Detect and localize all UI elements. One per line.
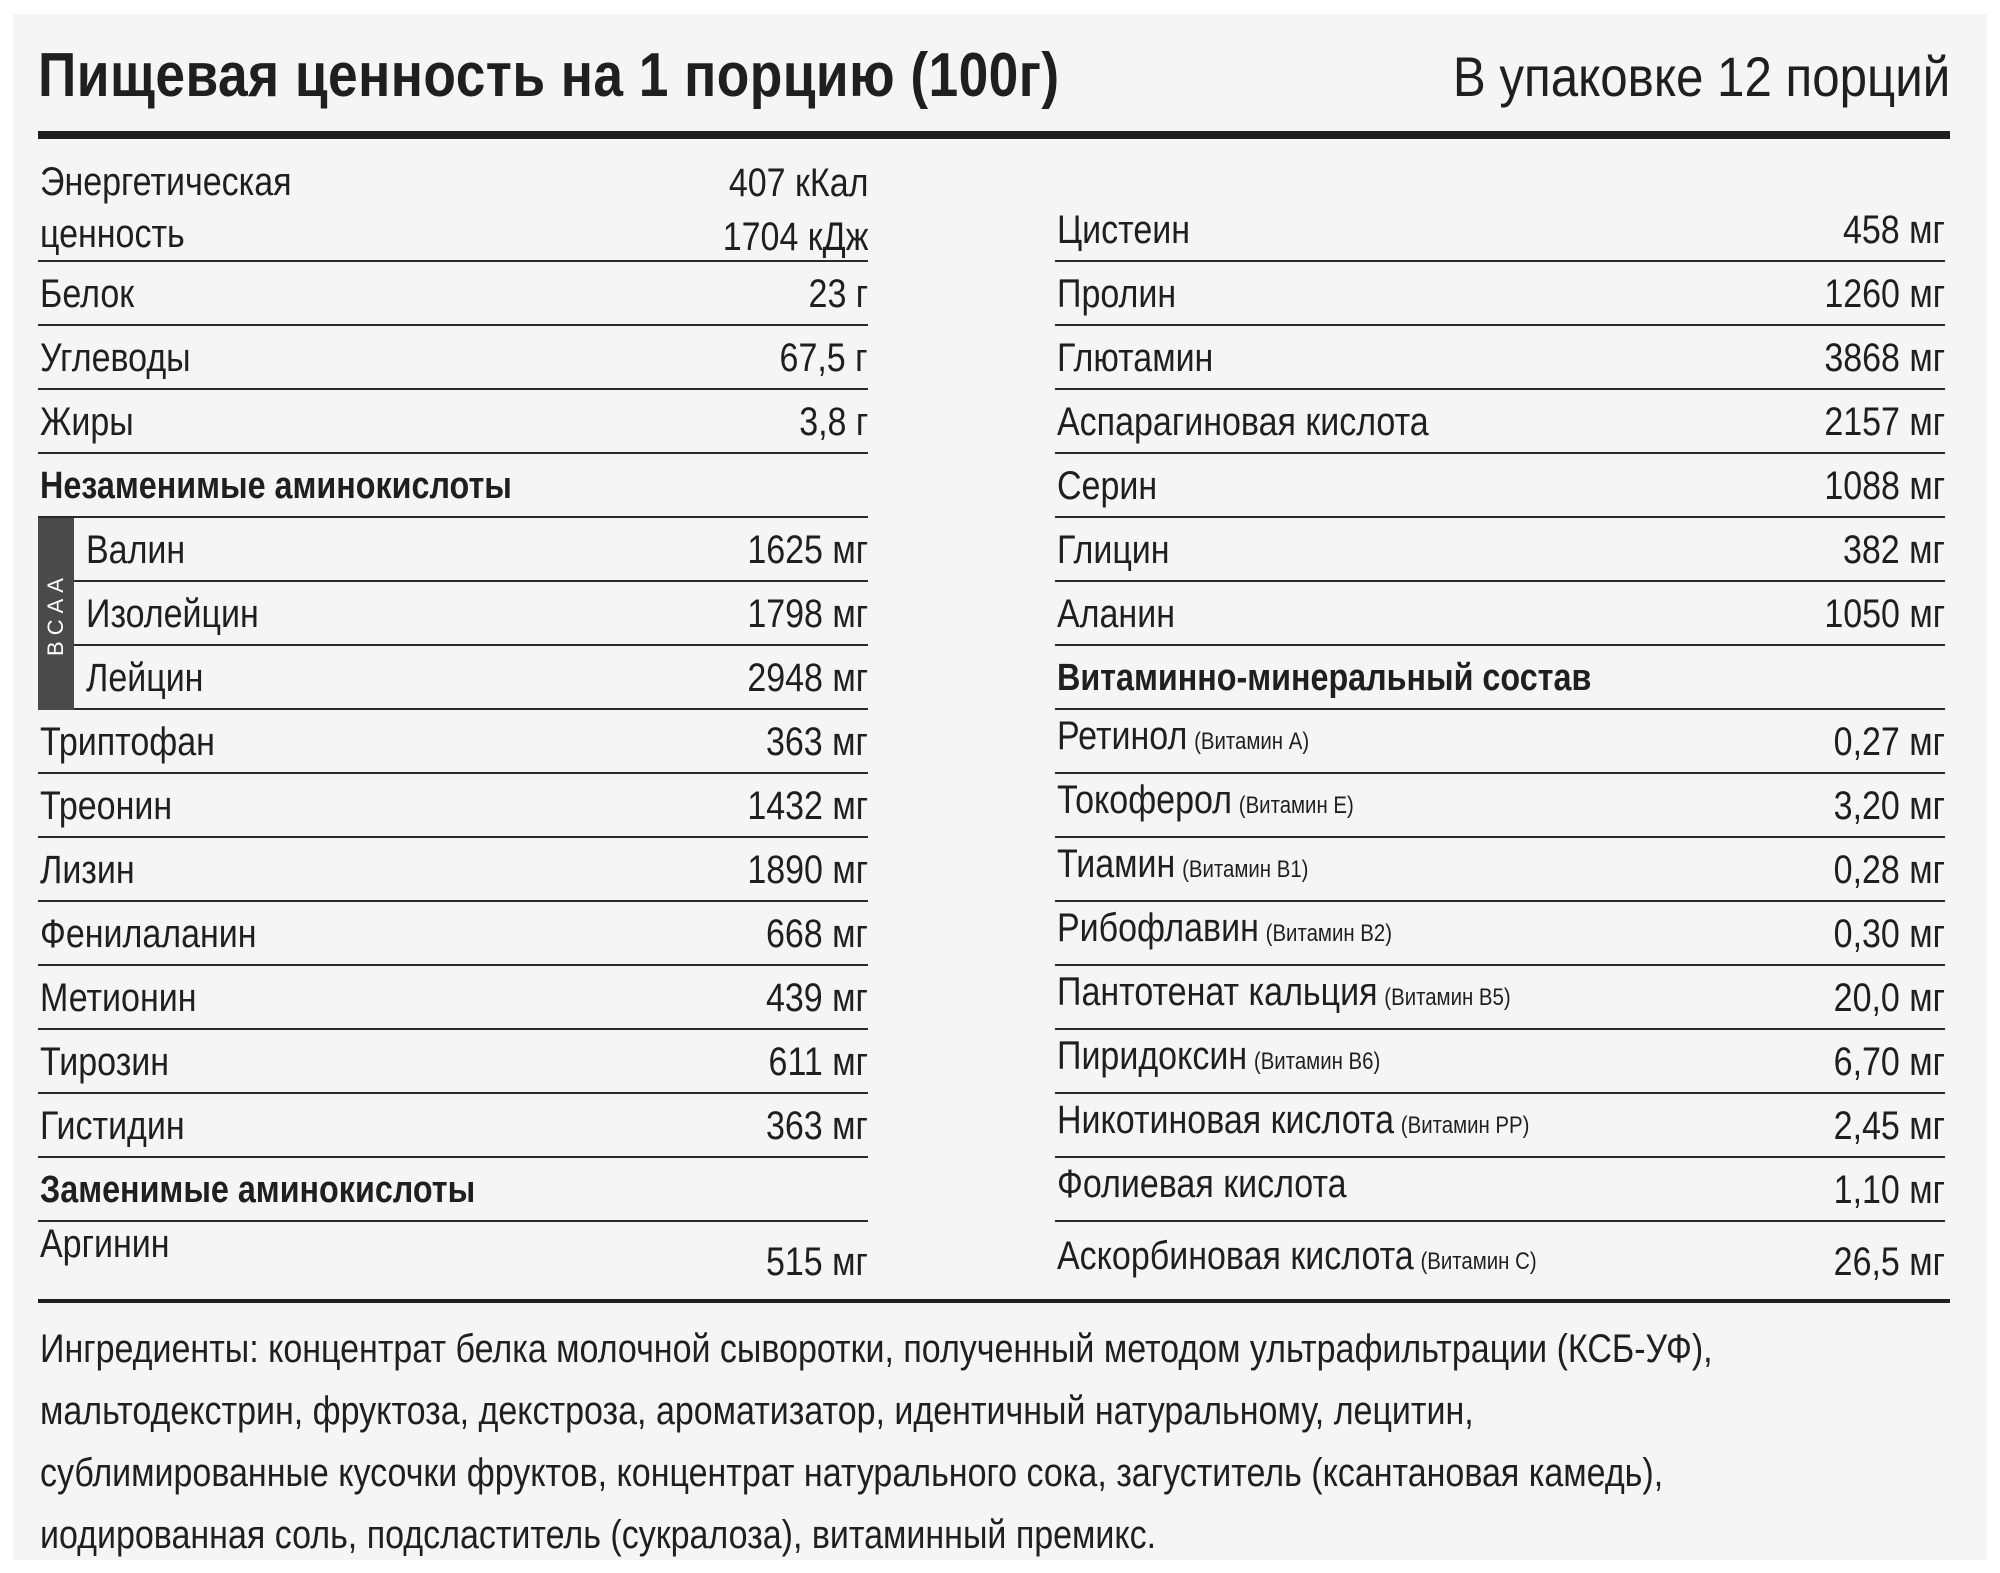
nutrient-value: 23 г	[808, 272, 868, 316]
nutrient-name: Лейцин	[86, 656, 204, 700]
vitamin-label: Ретинол	[1057, 714, 1188, 758]
vitamin-row-pantothenate	[1055, 966, 1945, 1030]
vitamin-row-folic-acid	[1055, 1158, 1945, 1222]
nutrient-name: Лизин	[40, 848, 135, 892]
vitamin-note: (Витамин Е)	[1238, 792, 1354, 819]
vitamin-label: Токоферол	[1057, 778, 1232, 822]
amino-row-tyrosine	[38, 1030, 868, 1094]
vitamin-name	[1057, 970, 1511, 1020]
nutrient-name: Серин	[1057, 464, 1158, 508]
vitamin-value: 0,30 мг	[1833, 912, 1945, 956]
nutrient-value: 382 мг	[1843, 528, 1945, 572]
energy-label-line-2: ценность	[40, 212, 185, 256]
nutrient-row-protein	[38, 262, 868, 326]
nutrient-value: 1625 мг	[747, 528, 868, 572]
energy-label-line-1: Энергетическая	[40, 160, 292, 204]
label-header	[38, 40, 1950, 110]
nutrient-name: Аланин	[1057, 592, 1175, 636]
vitamin-note: (Витамин В5)	[1384, 984, 1511, 1011]
nutrient-row-carbs	[38, 326, 868, 390]
nutrient-name: Белок	[40, 272, 135, 316]
vitamin-row-riboflavin	[1055, 902, 1945, 966]
nutrient-value: 67,5 г	[779, 336, 868, 380]
nutrient-name: Пролин	[1057, 272, 1177, 316]
vitamin-label: Пиридоксин	[1057, 1034, 1248, 1078]
amino-row-methionine	[38, 966, 868, 1030]
amino-row-glutamine	[1055, 326, 1945, 390]
vitamin-name	[1057, 1098, 1529, 1148]
vitamin-value: 0,28 мг	[1833, 848, 1945, 892]
energy-kj: 1704 кДж	[722, 215, 868, 259]
bcaa-row-isoleucine	[74, 582, 868, 646]
vitamin-note: (Витамин РР)	[1400, 1112, 1530, 1139]
vitamin-row-pyridoxine	[1055, 1030, 1945, 1094]
amino-row-serine	[1055, 454, 1945, 518]
vitamin-note: (Витамин В1)	[1182, 856, 1309, 883]
vitamin-heading-row	[1055, 646, 1945, 710]
vitamin-row-retinol	[1055, 710, 1945, 774]
vitamin-row-tocopherol	[1055, 774, 1945, 838]
essential-amino-heading: Незаменимые аминокислоты	[40, 465, 512, 507]
vitamin-name	[1057, 842, 1308, 892]
nonessential-amino-heading: Заменимые аминокислоты	[40, 1169, 476, 1211]
nutrient-name: Тирозин	[40, 1040, 170, 1084]
vitamin-label: Никотиновая кислота	[1057, 1098, 1395, 1142]
nutrient-value: 668 мг	[766, 912, 868, 956]
nutrition-title: Пищевая ценность на 1 порцию (100г)	[38, 41, 1060, 110]
nutrient-name: Фенилаланин	[40, 912, 257, 956]
vitamin-value: 1,10 мг	[1833, 1168, 1945, 1212]
nutrient-value: 515 мг	[766, 1240, 868, 1284]
vitamin-label: Рибофлавин	[1057, 906, 1259, 950]
nutrient-value: 1798 мг	[747, 592, 868, 636]
vitamin-label: Фолиевая кислота	[1057, 1162, 1347, 1206]
vitamin-value: 6,70 мг	[1833, 1040, 1945, 1084]
amino-row-proline	[1055, 262, 1945, 326]
vitamin-name	[1057, 1034, 1380, 1084]
energy-kcal: 407 кКал	[728, 161, 868, 205]
nutrient-value: 1432 мг	[747, 784, 868, 828]
amino-row-phenylalanine	[38, 902, 868, 966]
nutrient-name: Изолейцин	[86, 592, 259, 636]
energy-row	[38, 142, 868, 262]
amino-row-tryptophan	[38, 710, 868, 774]
bcaa-row-valine	[74, 518, 868, 582]
nutrient-value: 458 мг	[1843, 208, 1945, 252]
nutrient-value: 363 мг	[766, 1104, 868, 1148]
nutrient-value: 3868 мг	[1824, 336, 1945, 380]
amino-row-threonine	[38, 774, 868, 838]
vitamin-note: (Витамин В6)	[1253, 1048, 1381, 1075]
nutrient-value: 1088 мг	[1824, 464, 1945, 508]
vitamin-note: (Витамин С)	[1420, 1248, 1537, 1275]
nutrient-name: Аспарагиновая кислота	[1057, 400, 1429, 444]
nutrient-value: 363 мг	[766, 720, 868, 764]
nutrient-name: Жиры	[40, 400, 134, 444]
amino-row-arginine	[38, 1222, 868, 1292]
amino-row-glycine	[1055, 518, 1945, 582]
vitamin-note: (Витамин В2)	[1265, 920, 1393, 947]
nutrient-row-fat	[38, 390, 868, 454]
nutrient-name: Валин	[86, 528, 186, 572]
vitamin-value: 0,27 мг	[1833, 720, 1945, 764]
vitamin-label: Пантотенат кальция	[1057, 970, 1378, 1014]
servings-per-package: В упаковке 12 порций	[1452, 45, 1950, 108]
vitamin-mineral-heading: Витаминно-минеральный состав	[1057, 657, 1592, 699]
bcaa-tag	[38, 518, 74, 710]
nutrient-value: 2948 мг	[747, 656, 868, 700]
vitamin-name	[1057, 906, 1392, 956]
vitamin-label: Аскорбиновая кислота	[1057, 1234, 1414, 1278]
vitamin-row-nicotinic-acid	[1055, 1094, 1945, 1158]
vitamin-label: Тиамин	[1057, 842, 1176, 886]
nutrient-name: Глицин	[1057, 528, 1170, 572]
vitamin-row-thiamine	[1055, 838, 1945, 902]
nutrient-name: Цистеин	[1057, 208, 1191, 252]
amino-row-histidine	[38, 1094, 868, 1158]
nutrient-name: Гистидин	[40, 1104, 185, 1148]
vitamin-name	[1057, 1234, 1537, 1284]
energy-values	[722, 156, 868, 264]
vitamin-value: 2,45 мг	[1833, 1104, 1945, 1148]
vitamin-value: 26,5 мг	[1833, 1240, 1945, 1284]
nutrient-name: Триптофан	[40, 720, 215, 764]
vitamin-value: 3,20 мг	[1833, 784, 1945, 828]
nutrient-name: Глютамин	[1057, 336, 1214, 380]
amino-row-lysine	[38, 838, 868, 902]
energy-label	[40, 156, 292, 260]
vitamin-name	[1057, 714, 1309, 764]
nutrient-value: 3,8 г	[798, 400, 868, 444]
bcaa-row-leucine	[74, 646, 868, 710]
nutrient-name: Метионин	[40, 976, 197, 1020]
nutrient-value: 2157 мг	[1824, 400, 1945, 444]
vitamin-row-ascorbic-acid	[1055, 1222, 1945, 1292]
nutrient-value: 611 мг	[768, 1040, 868, 1084]
ingredients-text: Ингредиенты: концентрат белка молочной сыворотки, полученный методом ультрафильтрации (КСБ-УФ), мальтодекстрин, фруктоза, декстроза, ароматизатор, идентичный натуральному, лецитин, сублимированные кусочки фруктов, концентрат натурального сока, загуститель (ксантановая камедь), иодированная соль, подсластитель (сукралоза), витаминный премикс.	[40, 1327, 1713, 1557]
nutrient-name: Треонин	[40, 784, 173, 828]
nonessential-amino-heading-row	[38, 1158, 868, 1222]
nutrient-value: 1050 мг	[1824, 592, 1945, 636]
vitamin-name	[1057, 1162, 1353, 1212]
bcaa-label: BCAA	[43, 572, 68, 656]
amino-row-cysteine	[1055, 198, 1945, 262]
nutrient-value: 1890 мг	[747, 848, 868, 892]
vitamin-note: (Витамин А)	[1194, 728, 1310, 755]
ingredients-divider	[38, 1299, 1950, 1303]
amino-row-aspartic-acid	[1055, 390, 1945, 454]
nutrient-name: Углеводы	[40, 336, 191, 380]
amino-row-alanine	[1055, 582, 1945, 646]
nutrient-name: Аргинин	[40, 1222, 170, 1266]
essential-amino-heading-row	[38, 454, 868, 518]
vitamin-value: 20,0 мг	[1833, 976, 1945, 1020]
header-divider	[38, 131, 1950, 139]
nutrient-value: 439 мг	[766, 976, 868, 1020]
vitamin-name	[1057, 778, 1354, 828]
nutrient-value: 1260 мг	[1824, 272, 1945, 316]
